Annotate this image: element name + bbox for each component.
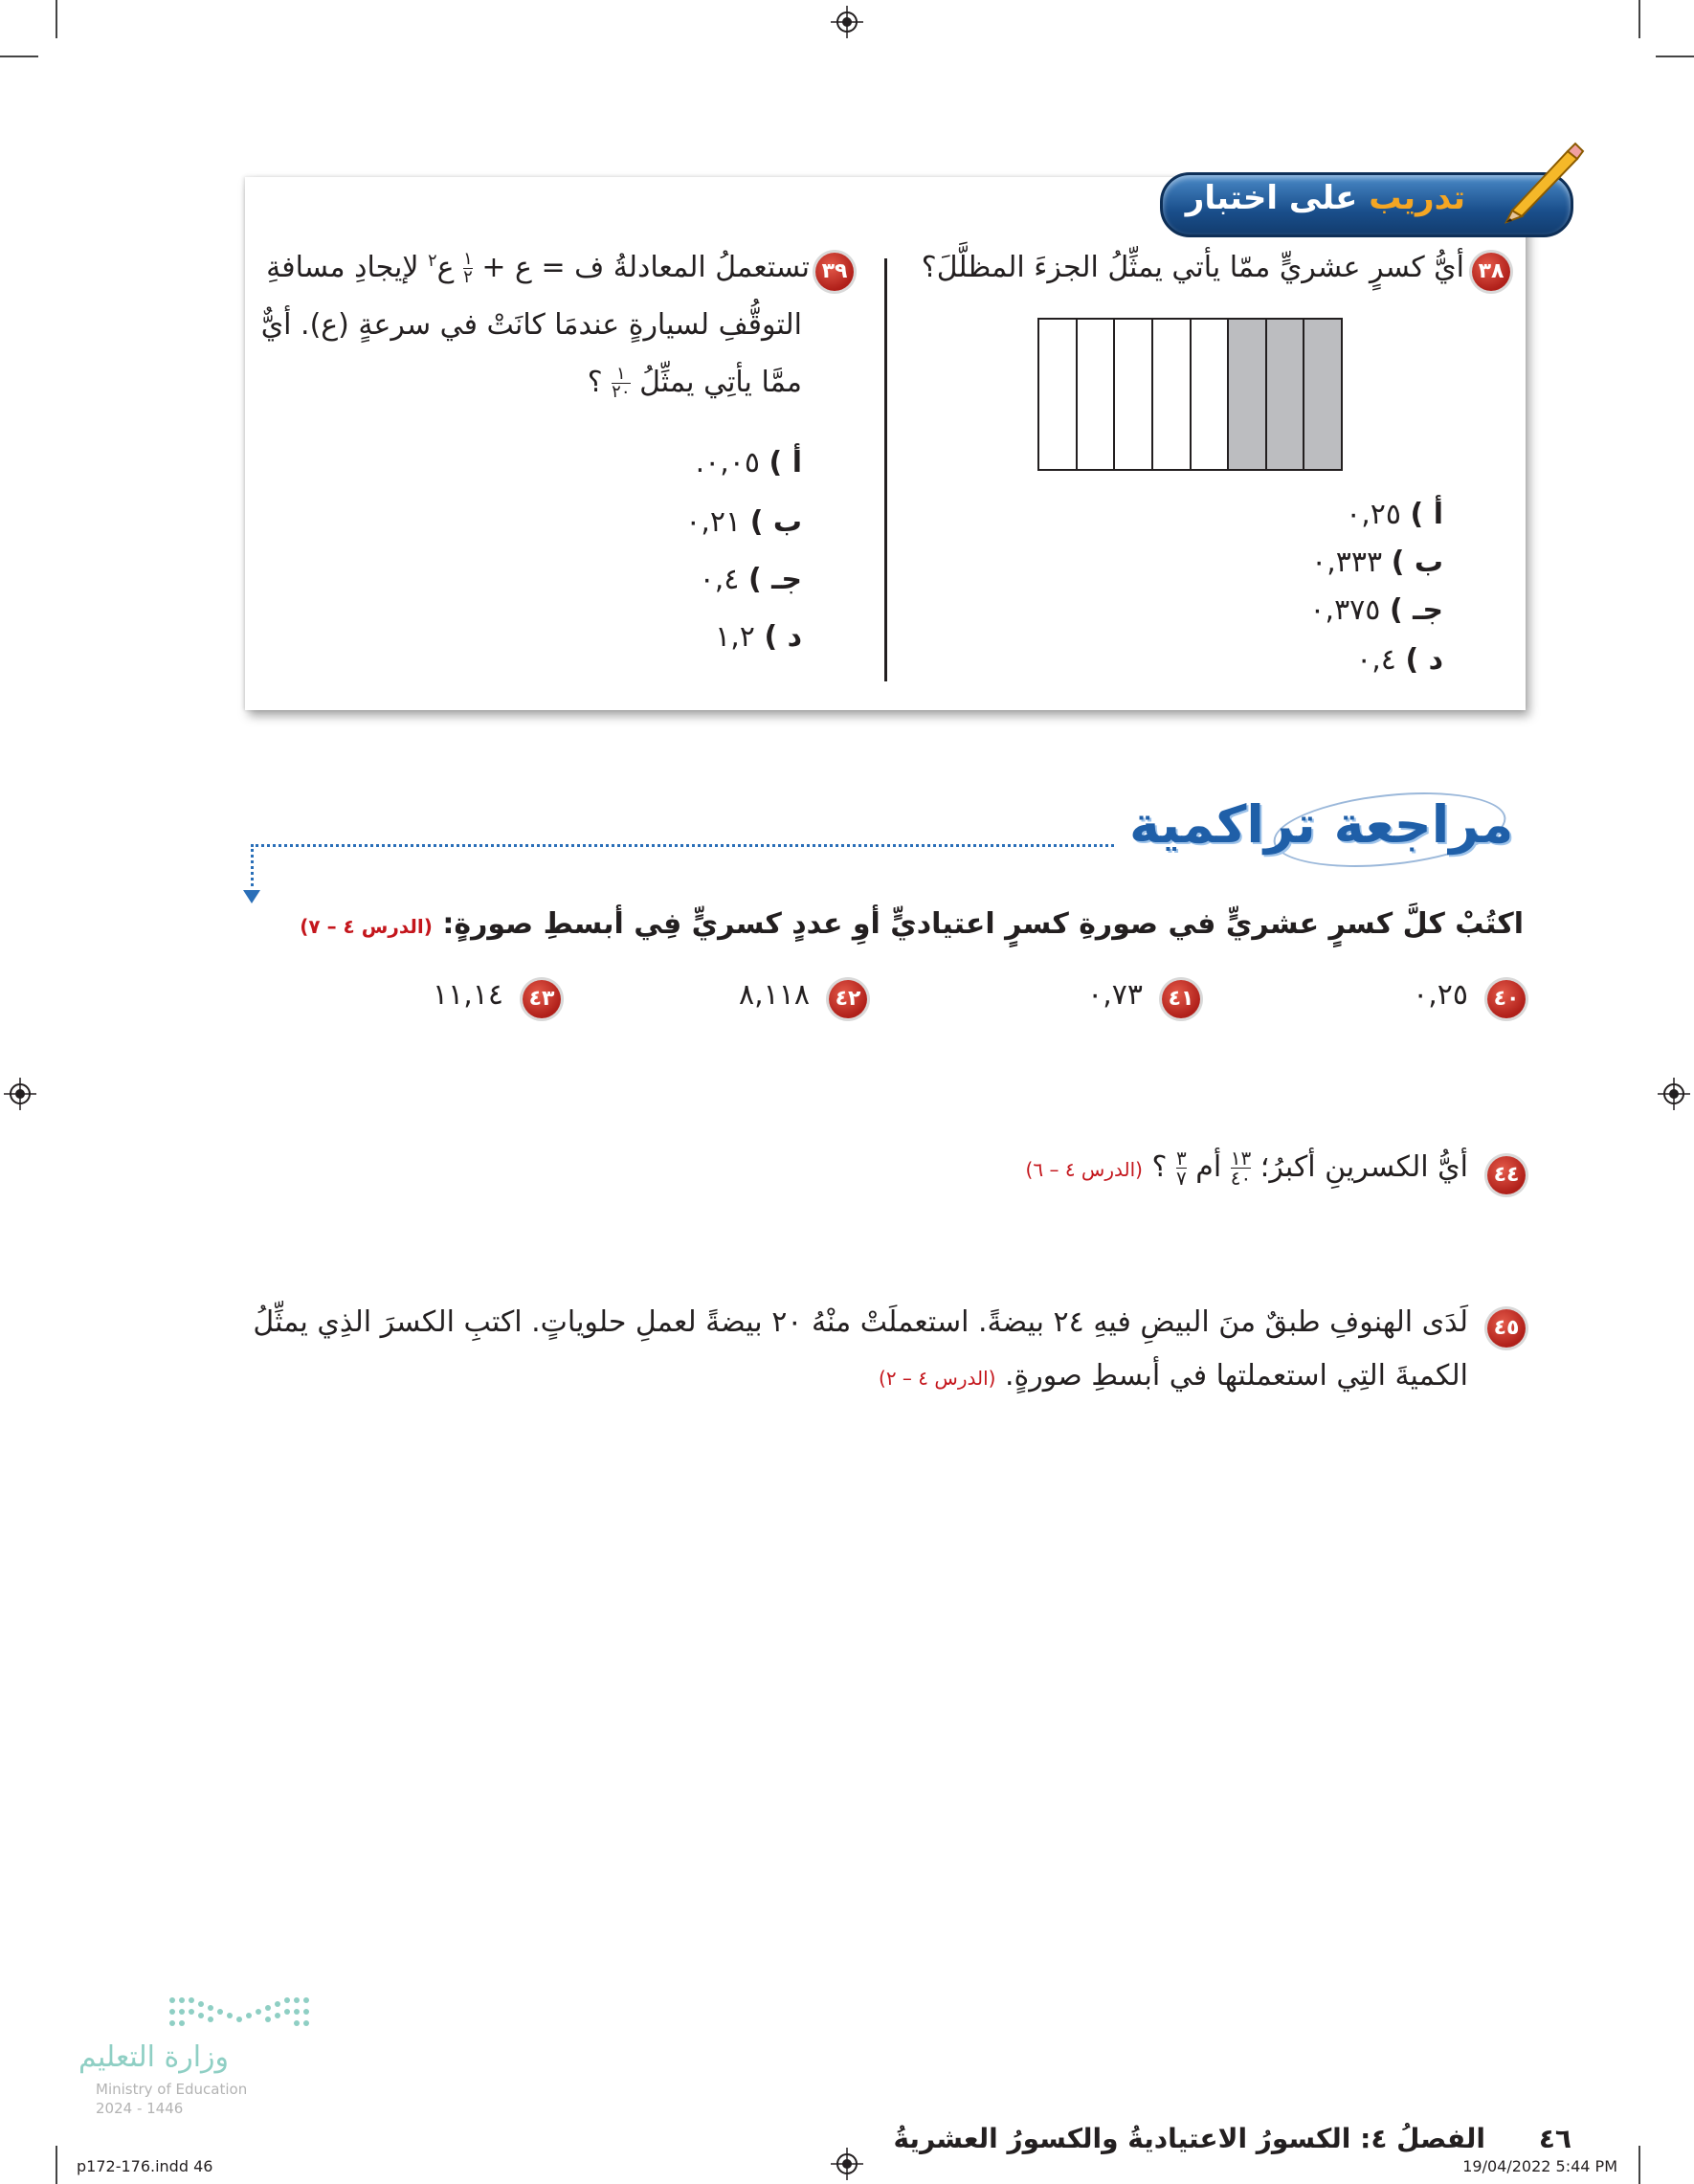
footer-chapter-title <box>893 2123 1485 2154</box>
question-number-badge: ٣٩ <box>815 253 854 291</box>
ministry-name-english: Ministry of Education <box>96 2081 248 2098</box>
option-value: ٠,٤ <box>699 563 740 596</box>
option-value: ١,٢ <box>715 620 755 654</box>
ministry-name-arabic: وزارة التعليم <box>78 2040 230 2074</box>
q42-value: ٨,١١٨ <box>739 978 810 1012</box>
slug-file: p172-176.indd 46 <box>77 2157 213 2175</box>
question-number-badge: ٤١ <box>1162 980 1200 1018</box>
q43-value: ١١,١٤ <box>433 978 503 1012</box>
banner-prefix: تدريب <box>1369 179 1465 217</box>
ministry-year: 2024 - 1446 <box>96 2100 184 2117</box>
option-label: د ) <box>764 620 802 654</box>
q39-line-3 <box>588 366 802 401</box>
lesson-reference: (الدرس ٤ – ٦) <box>1025 1158 1143 1181</box>
review-title: مراجعة تراكمية <box>1129 794 1514 855</box>
review-dotted-line <box>251 844 254 886</box>
lesson-reference: (الدرس ٤ – ٢) <box>879 1367 996 1390</box>
q39-text-part: لإيجادِ مسافةِ <box>266 251 419 284</box>
registration-mark-icon <box>1658 1078 1690 1110</box>
option-label: ب ) <box>749 505 802 539</box>
unshaded-part <box>1039 320 1076 469</box>
q44-text-part: أم <box>1195 1150 1222 1184</box>
option-value: ٠,٣٧٥ <box>1309 593 1381 627</box>
question-number-badge: ٤٠ <box>1487 980 1526 1018</box>
registration-mark-icon <box>831 2148 863 2180</box>
unshaded-part <box>1151 320 1190 469</box>
option-label: جـ ) <box>1389 593 1443 627</box>
q44-text-part: ؟ <box>1151 1150 1168 1184</box>
question-number-badge: ٤٣ <box>523 980 561 1018</box>
option-label: د ) <box>1405 643 1443 677</box>
crop-mark <box>1656 56 1694 57</box>
q39-text-part: ع <box>436 251 455 284</box>
q39-option-b[interactable] <box>685 505 802 539</box>
fraction-numerator: ٣ <box>1176 1147 1187 1170</box>
unshaded-part <box>1190 320 1228 469</box>
shaded-part <box>1303 320 1341 469</box>
q38-text: أيُّ كسرٍ عشريٍّ ممّا يأتي يمثِّلُ الجزءَ المظلَّلَ؟ <box>921 251 1464 284</box>
crop-mark <box>1638 2146 1640 2184</box>
q39-option-a[interactable] <box>696 446 802 479</box>
option-label: ب ) <box>1391 546 1443 579</box>
unshaded-part <box>1113 320 1151 469</box>
ministry-logo-icon <box>163 1991 316 2039</box>
column-divider <box>884 258 887 681</box>
registration-mark-icon <box>831 6 863 38</box>
review-dotted-line <box>251 844 1114 847</box>
q44-text-part: أيُّ الكسرينِ أكبرُ؛ <box>1259 1150 1468 1184</box>
instruction-text: اكتُبْ كلَّ كسرٍ عشريٍّ في صورةِ كسرٍ اعتياديٍّ أوِ عددٍ كسريٍّ فِي أبسطِ صورةٍ: <box>442 907 1524 941</box>
q40-value: ٠,٢٥ <box>1413 978 1468 1012</box>
page-number: ٤٦ <box>1538 2123 1571 2154</box>
option-value: ٠,٣٣٣ <box>1311 546 1383 579</box>
option-label: أ ) <box>769 446 802 479</box>
question-number-badge: ٤٥ <box>1487 1309 1526 1348</box>
q38-option-b[interactable] <box>1311 546 1443 579</box>
fraction-denominator: ٢٠ <box>612 382 631 402</box>
q45-text-part: الكميةَ التِي استعملتها في أبسطِ صورةٍ. <box>1004 1359 1468 1393</box>
q38-option-c[interactable] <box>1309 593 1443 627</box>
review-instruction <box>300 907 1524 941</box>
option-label: جـ ) <box>747 563 802 596</box>
option-label: أ ) <box>1410 498 1443 531</box>
q41-value: ٠,٧٣ <box>1087 978 1143 1012</box>
q45-line-2 <box>879 1359 1468 1393</box>
fraction-denominator: ٢ <box>463 267 473 287</box>
q44-text <box>1026 1148 1468 1188</box>
crop-mark <box>56 2146 57 2184</box>
crop-mark <box>0 56 38 57</box>
crop-mark <box>1638 0 1640 38</box>
banner-suffix: على اختبار <box>1185 179 1358 217</box>
registration-mark-icon <box>4 1078 36 1110</box>
q39-text-part: ؟ <box>587 366 603 399</box>
question-number-badge: ٤٢ <box>829 980 867 1018</box>
fraction <box>1176 1148 1187 1188</box>
option-value: ٠,٢١ <box>685 505 742 539</box>
option-value: ٠,٤ <box>1356 643 1396 677</box>
shaded-fraction-rectangle <box>1037 318 1343 471</box>
fraction <box>1231 1148 1251 1188</box>
shaded-part <box>1265 320 1304 469</box>
slug-date: 19/04/2022 5:44 PM <box>1462 2157 1617 2175</box>
fraction-denominator: ٧ <box>1176 1167 1187 1190</box>
banner-title <box>1186 179 1465 217</box>
question-number-badge: ٣٨ <box>1472 253 1510 291</box>
q45-line-1: لَدَى الهنوفِ طبقٌ منَ البيضِ فيهِ ٢٤ بيضةً. استعملَتْ منْهُ ٢٠ بيضةً لعملِ حلوياتٍ. اكتبِ الكسرَ الذِي يمثِّلُ <box>253 1305 1468 1339</box>
unshaded-part <box>1076 320 1114 469</box>
fraction-numerator: ١ <box>463 249 473 269</box>
q38-option-a[interactable] <box>1346 498 1443 531</box>
q39-option-d[interactable] <box>715 620 802 654</box>
chapter-label: الفصلُ ٤: <box>1360 2123 1485 2154</box>
question-number-badge: ٤٤ <box>1487 1156 1526 1194</box>
crop-mark <box>56 0 57 38</box>
shaded-part <box>1227 320 1265 469</box>
fraction-denominator: ٤٠ <box>1230 1167 1252 1190</box>
q39-text-part: تستعملُ المعادلةُ ف = ع + <box>481 251 810 284</box>
lesson-reference: (الدرس ٤ – ٧) <box>300 915 433 938</box>
option-value: ٠,٠٥. <box>695 446 760 479</box>
fraction <box>463 251 473 286</box>
arrow-down-icon <box>243 890 260 903</box>
q39-line-1 <box>266 251 810 286</box>
q38-option-d[interactable] <box>1356 643 1443 677</box>
q39-line-2: التوقُّفِ لسيارةٍ عندمَا كانَتْ في سرعةٍ (ع). أيٌّ <box>260 308 802 342</box>
fraction <box>612 366 630 401</box>
fraction-numerator: ١ <box>612 366 630 384</box>
q39-text-part: ممَّا يأتِي يمثِّلُ <box>639 366 802 399</box>
exponent: ٢ <box>427 251 437 271</box>
option-value: ٠,٢٥ <box>1346 498 1401 531</box>
chapter-title: الكسورُ الاعتياديةُ والكسورُ العشريةُ <box>893 2123 1351 2154</box>
q39-option-c[interactable] <box>700 563 802 596</box>
pencil-icon <box>1493 134 1589 230</box>
fraction-numerator: ١٣ <box>1230 1147 1252 1170</box>
